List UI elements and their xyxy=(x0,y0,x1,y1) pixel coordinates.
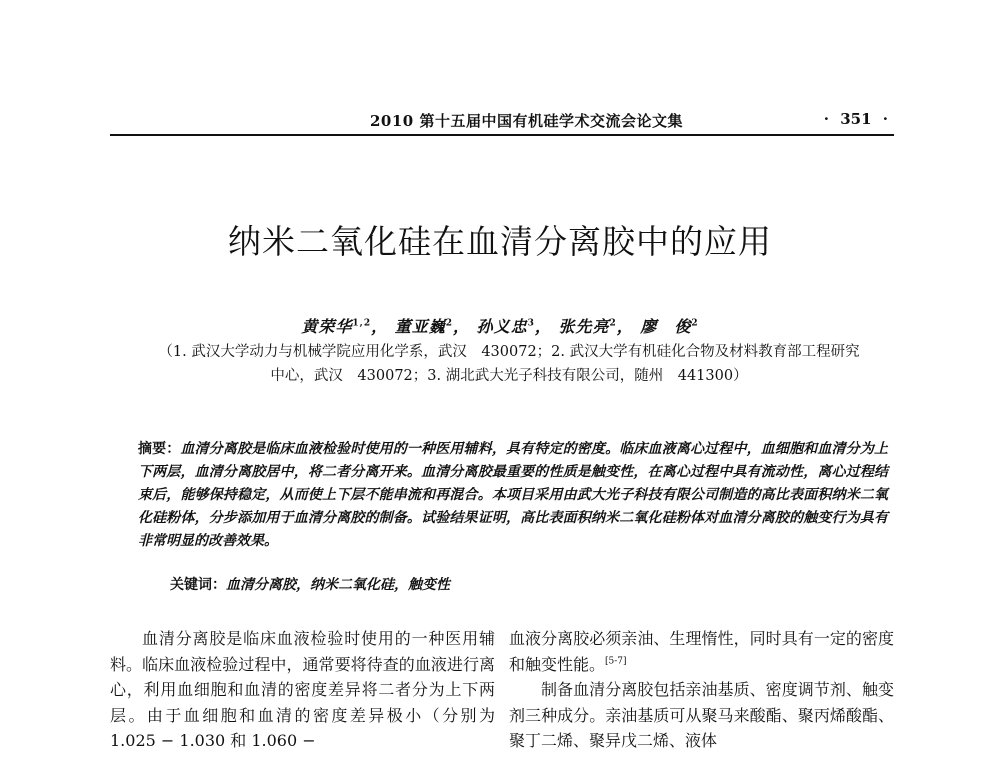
citation: [5-7] xyxy=(605,656,627,667)
body-paragraph: 制备血清分离胶包括亲油基质、密度调节剂、触变剂三种成分。亲油基质可从聚马来酸酯、聚丙烯酸酯、聚丁二烯、聚异戊二烯、液体 xyxy=(509,680,894,750)
body-column-left xyxy=(110,626,495,754)
author: 廖 俊$^2$ xyxy=(640,317,699,336)
running-header xyxy=(110,104,894,134)
affiliation-line: 中心，武汉 430072；3. 湖北武大光子科技有限公司，随州 441300） xyxy=(270,368,748,384)
abstract-label: 摘要： xyxy=(138,441,181,457)
affiliation-line: （1. 武汉大学动力与机械学院应用化学系，武汉 430072；2. 武汉大学有机硅化合物及材料教育部工程研究 xyxy=(158,344,860,360)
author: 孙义忠$^3$， xyxy=(476,317,552,336)
body-column-right xyxy=(509,626,894,754)
page-number: · 351 · xyxy=(823,110,888,128)
author: 董亚巍$^2$， xyxy=(394,317,470,336)
affiliations xyxy=(124,340,894,388)
journal-title: 2010 第十五届中国有机硅学术交流会论文集 xyxy=(370,112,683,130)
author: 黄荣华$^{1,2}$， xyxy=(301,317,389,336)
header-rule xyxy=(110,134,894,136)
body-paragraph: 血清分离胶是临床血液检验时使用的一种医用辅料。临床血液检验过程中，通常要将待查的血液进行离心，利用血细胞和血清的密度差异将二者分为上下两层。由于血细胞和血清的密度差异极小（分别为 1.025 − 1.030 和 1.060 − xyxy=(110,629,495,750)
keywords-label: 关键词： xyxy=(170,577,226,593)
paper-title: 纳米二氧化硅在血清分离胶中的应用 xyxy=(228,222,772,261)
keywords-text: 血清分离胶，纳米二氧化硅，触变性 xyxy=(226,577,450,593)
keywords xyxy=(170,574,870,594)
body-paragraph: 血液分离胶必须亲油、生理惰性，同时具有一定的密度和触变性能。[5-7] xyxy=(509,629,894,674)
author: 张先亮$^2$， xyxy=(558,317,634,336)
author-list xyxy=(0,314,1000,337)
abstract-text: 血清分离胶是临床血液检验时使用的一种医用辅料，具有特定的密度。临床血液离心过程中，血细胞和血清分为上下两层，血清分离胶居中，将二者分离开来。血清分离胶最重要的性质是触变性，在离心过程中具有流动性，离心过程结束后，能够保持稳定，从而使上下层不能串流和再混合。本项目采用由武大光子科技有限公司制造的高比表面积纳米二氧化硅粉体，分步添加用于血清分离胶的制备。试验结果证明，高比表面积纳米二氧化硅粉体对血清分离胶的触变行为具有非常明显的改善效果。 xyxy=(138,441,889,549)
abstract xyxy=(138,438,888,553)
